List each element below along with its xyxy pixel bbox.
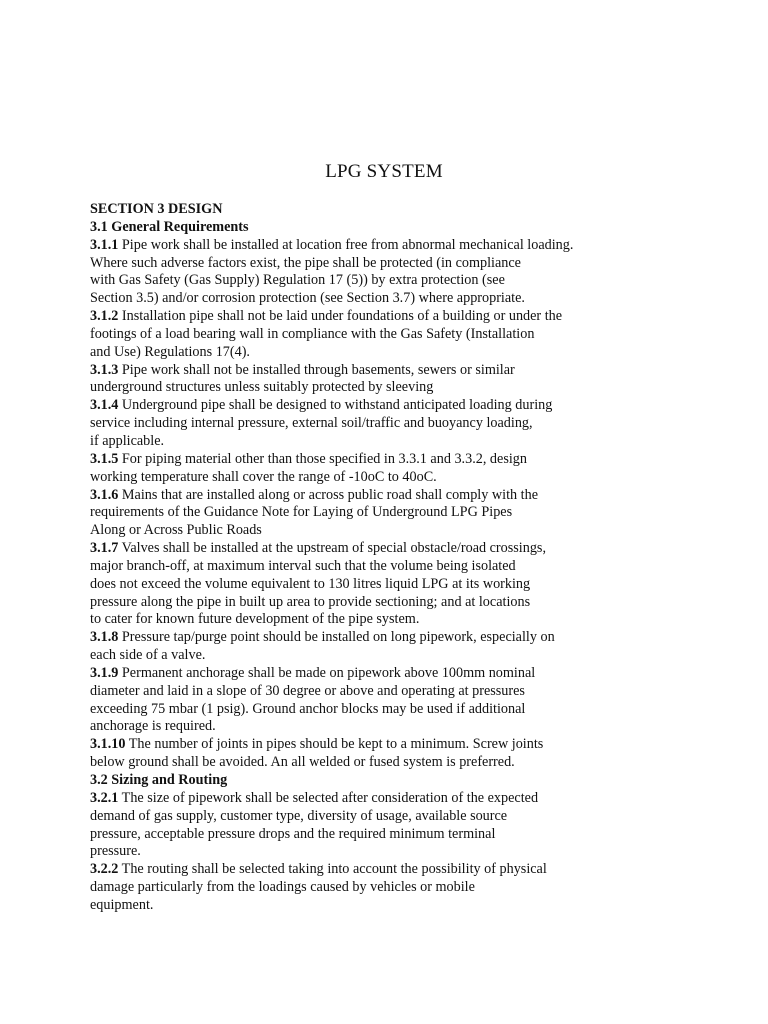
clause-text: For piping material other than those specified in 3.3.1 and 3.3.2, design	[118, 450, 527, 467]
clause-line: major branch-off, at maximum interval such that the volume being isolated	[90, 557, 516, 574]
subsection-heading: 3.2 Sizing and Routing	[90, 772, 228, 788]
clause-line: exceeding 75 mbar (1 psig). Ground anchor blocks may be used if additional	[90, 700, 526, 717]
clause-line: if applicable.	[90, 432, 165, 449]
clause-line: below ground shall be avoided. An all welded or fused system is preferred.	[90, 754, 515, 771]
clause-line	[90, 451, 730, 469]
clause-line: pressure.	[90, 843, 141, 860]
clause-text: Valves shall be installed at the upstream of special obstacle/road crossings,	[118, 540, 546, 557]
clause-text: Installation pipe shall not be laid under foundations of a building or under the	[118, 308, 563, 325]
clause-line: underground structures unless suitably protected by sleeving	[90, 379, 434, 396]
clause-line	[90, 736, 730, 754]
clause-line	[90, 237, 730, 255]
clause-line: does not exceed the volume equivalent to 130 litres liquid LPG at its working	[90, 575, 531, 592]
clause-number: 3.1.5	[90, 450, 119, 467]
clause-number: 3.2.2	[90, 861, 119, 878]
clause-text: Underground pipe shall be designed to withstand anticipated loading during	[118, 397, 553, 414]
clause-line: and Use) Regulations 17(4).	[90, 343, 250, 360]
clause-text: The number of joints in pipes should be kept to a minimum. Screw joints	[125, 736, 544, 753]
clause-number: 3.1.8	[90, 629, 119, 646]
clause-number: 3.1.2	[90, 308, 119, 325]
clause-line	[90, 362, 730, 380]
clause-line: equipment.	[90, 896, 154, 913]
clause-line: to cater for known future development of the pipe system.	[90, 611, 420, 628]
clause-number: 3.1.7	[90, 540, 119, 557]
clause-text: The routing shall be selected taking into account the possibility of physical	[118, 861, 547, 878]
clause-line	[90, 397, 730, 415]
page-title: LPG SYSTEM	[325, 161, 443, 182]
clause-line: demand of gas supply, customer type, diversity of usage, available source	[90, 807, 508, 824]
clause-text: Pressure tap/purge point should be installed on long pipework, especially on	[118, 629, 555, 646]
clause-number: 3.2.1	[90, 789, 119, 806]
subsection-heading: 3.1 General Requirements	[90, 218, 249, 235]
clause-number: 3.1.10	[90, 736, 126, 753]
clause-line: Section 3.5) and/or corrosion protection (see Section 3.7) where appropriate.	[90, 290, 525, 307]
document-body	[90, 201, 730, 915]
clause-line: each side of a valve.	[90, 647, 206, 664]
clause-number: 3.1.9	[90, 664, 119, 681]
clause-line: damage particularly from the loadings caused by vehicles or mobile	[90, 879, 475, 896]
clause-text: Pipe work shall be installed at location free from abnormal mechanical loading.	[118, 236, 574, 253]
clause-text: Mains that are installed along or across public road shall comply with the	[118, 486, 538, 503]
clause-line: with Gas Safety (Gas Supply) Regulation 17 (5)) by extra protection (see	[90, 272, 505, 289]
clause-line: working temperature shall cover the range of -10oC to 40oC.	[90, 468, 437, 485]
clause-line: Where such adverse factors exist, the pipe shall be protected (in compliance	[90, 254, 521, 271]
clause-line: service including internal pressure, external soil/traffic and buoyancy loading,	[90, 415, 533, 432]
clause-text: Pipe work shall not be installed through basements, sewers or similar	[118, 361, 515, 378]
clause-line: anchorage is required.	[90, 718, 216, 735]
clause-number: 3.1.6	[90, 486, 119, 503]
section-heading: SECTION 3 DESIGN	[90, 201, 223, 217]
clause-line: footings of a load bearing wall in compliance with the Gas Safety (Installation	[90, 325, 535, 342]
clause-line: Along or Across Public Roads	[90, 522, 262, 539]
clause-number: 3.1.3	[90, 361, 119, 378]
clause-line	[90, 540, 730, 558]
clause-line	[90, 487, 730, 505]
clause-line: pressure along the pipe in built up area to provide sectioning; and at locations	[90, 593, 531, 610]
clause-line	[90, 629, 730, 647]
clause-line	[90, 861, 730, 879]
clause-number: 3.1.1	[90, 236, 119, 253]
clause-line	[90, 790, 730, 808]
clause-line: diameter and laid in a slope of 30 degree or above and operating at pressures	[90, 682, 525, 699]
clause-line: pressure, acceptable pressure drops and the required minimum terminal	[90, 825, 496, 842]
clause-line	[90, 308, 730, 326]
clause-text: Permanent anchorage shall be made on pipework above 100mm nominal	[118, 664, 536, 681]
clause-text: The size of pipework shall be selected after consideration of the expected	[118, 789, 539, 806]
clause-number: 3.1.4	[90, 397, 119, 414]
clause-line: requirements of the Guidance Note for Laying of Underground LPG Pipes	[90, 504, 513, 521]
clause-line	[90, 665, 730, 683]
